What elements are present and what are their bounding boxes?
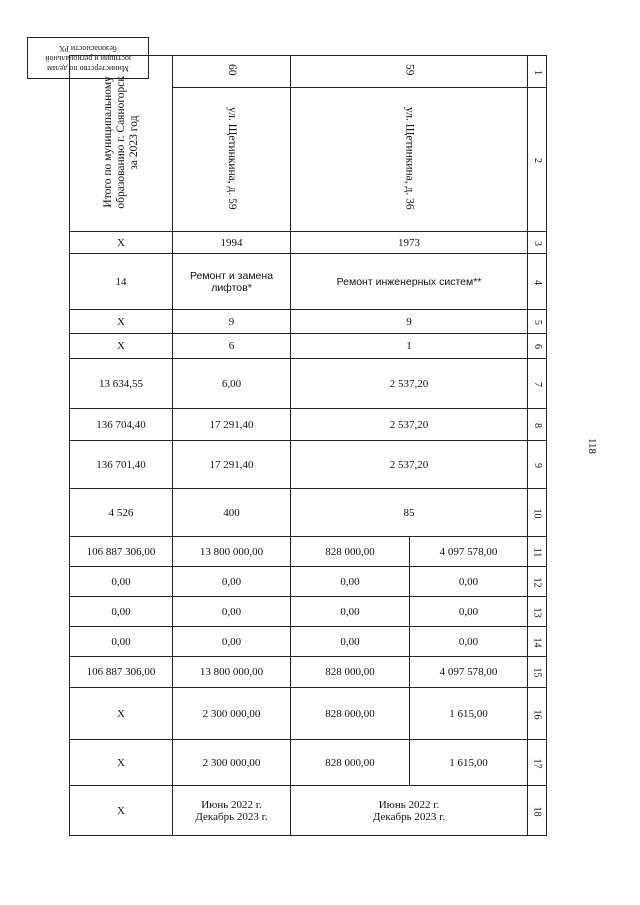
house-59-cell: 1994 — [173, 232, 291, 254]
house-36-cell-a: 0,00 — [291, 567, 410, 597]
report-table — [69, 55, 547, 836]
house-59-cell: 0,00 — [173, 567, 291, 597]
stamp-line-2: юстиции и региональной — [45, 54, 131, 63]
house-36-cell: 2 537,20 — [291, 441, 528, 489]
total-cell: X — [70, 786, 173, 836]
table-row — [70, 441, 547, 489]
header-col1-code: 60 — [173, 56, 291, 88]
row-number: 4 — [528, 254, 547, 310]
house-59-cell: 400 — [173, 489, 291, 537]
row-number: 16 — [528, 688, 547, 740]
total-cell: 136 701,40 — [70, 441, 173, 489]
table-row — [70, 567, 547, 597]
house-36-cell-a: 0,00 — [291, 597, 410, 627]
house-36-cell-b: 0,00 — [410, 567, 528, 597]
total-cell: 4 526 — [70, 489, 173, 537]
total-cell: 106 887 306,00 — [70, 537, 173, 567]
house-36-cell-a: 828 000,00 — [291, 537, 410, 567]
row-number: 5 — [528, 310, 547, 334]
total-cell: 13 634,55 — [70, 359, 173, 409]
house-36-cell: 85 — [291, 489, 528, 537]
total-cell: 14 — [70, 254, 173, 310]
total-cell: 0,00 — [70, 567, 173, 597]
house-36-cell-a: 828 000,00 — [291, 740, 410, 786]
house-59-cell: 17 291,40 — [173, 409, 291, 441]
row-number: 8 — [528, 409, 547, 441]
address-text-1: ул. Щетинкина, д. 59 — [226, 106, 238, 210]
header-row-1 — [70, 56, 547, 88]
row-number: 1 — [528, 56, 547, 88]
house-59-cell: 0,00 — [173, 627, 291, 657]
house-36-cell: 1973 — [291, 232, 528, 254]
house-36-cell-b: 4 097 578,00 — [410, 657, 528, 688]
row-number: 17 — [528, 740, 547, 786]
header-col2-code: 59 — [291, 56, 528, 88]
table-row — [70, 359, 547, 409]
address-cell-1 — [173, 88, 291, 232]
row-number: 2 — [528, 88, 547, 232]
house-59-cell: 6,00 — [173, 359, 291, 409]
house-36-cell: Ремонт инженерных систем** — [291, 254, 528, 310]
house-59-cell: 13 800 000,00 — [173, 657, 291, 688]
stamp-line-3: безопасности РХ — [59, 44, 117, 53]
total-cell: 136 704,40 — [70, 409, 173, 441]
house-59-cell: 0,00 — [173, 597, 291, 627]
table-row — [70, 657, 547, 688]
house-36-cell-b: 0,00 — [410, 597, 528, 627]
row-number: 7 — [528, 359, 547, 409]
house-36-cell-a: 828 000,00 — [291, 688, 410, 740]
table-row — [70, 334, 547, 359]
total-cell: X — [70, 740, 173, 786]
house-36-cell: Июнь 2022 г. Декабрь 2023 г. — [291, 786, 528, 836]
total-cell: X — [70, 310, 173, 334]
house-59-cell: 17 291,40 — [173, 441, 291, 489]
house-36-cell-a: 0,00 — [291, 627, 410, 657]
row-number: 15 — [528, 657, 547, 688]
row-number: 13 — [528, 597, 547, 627]
house-59-cell: 9 — [173, 310, 291, 334]
house-59-cell: 13 800 000,00 — [173, 537, 291, 567]
address-text-2: ул. Щетинкина, д. 36 — [403, 106, 416, 210]
house-59-cell: Июнь 2022 г. Декабрь 2023 г. — [173, 786, 291, 836]
stamp-line-1: Министерство по делам — [47, 64, 129, 73]
house-36-cell: 9 — [291, 310, 528, 334]
total-cell: X — [70, 232, 173, 254]
row-number: 10 — [528, 489, 547, 537]
row-number: 12 — [528, 567, 547, 597]
row-number: 9 — [528, 441, 547, 489]
house-36-cell-b: 1 615,00 — [410, 740, 528, 786]
table-row — [70, 489, 547, 537]
total-cell: 0,00 — [70, 627, 173, 657]
house-36-cell-b: 0,00 — [410, 627, 528, 657]
house-59-cell: 6 — [173, 334, 291, 359]
house-36-cell: 2 537,20 — [291, 409, 528, 441]
table-row — [70, 786, 547, 836]
row-number: 11 — [528, 537, 547, 567]
row-number: 14 — [528, 627, 547, 657]
address-cell-2 — [291, 88, 528, 232]
table-row — [70, 537, 547, 567]
table-row — [70, 597, 547, 627]
total-cell: X — [70, 688, 173, 740]
total-cell: X — [70, 334, 173, 359]
house-36-cell-a: 828 000,00 — [291, 657, 410, 688]
house-36-cell: 1 — [291, 334, 528, 359]
table-row — [70, 740, 547, 786]
row-number: 3 — [528, 232, 547, 254]
house-36-cell-b: 1 615,00 — [410, 688, 528, 740]
total-cell: 0,00 — [70, 597, 173, 627]
house-59-cell: Ремонт и замена лифтов* — [173, 254, 291, 310]
table-row — [70, 409, 547, 441]
total-header-cell — [70, 56, 173, 232]
house-59-cell: 2 300 000,00 — [173, 688, 291, 740]
row-number: 18 — [528, 786, 547, 836]
total-cell: 106 887 306,00 — [70, 657, 173, 688]
house-36-cell-b: 4 097 578,00 — [410, 537, 528, 567]
house-59-cell: 2 300 000,00 — [173, 740, 291, 786]
table-row — [70, 627, 547, 657]
page-number: 118 — [586, 437, 599, 455]
table-row — [70, 310, 547, 334]
house-36-cell: 2 537,20 — [291, 359, 528, 409]
table-row — [70, 254, 547, 310]
row-number: 6 — [528, 334, 547, 359]
table-row — [70, 688, 547, 740]
total-header-text: Итого по муниципальному образованию г. Саяногорск за 2023 год — [101, 75, 140, 209]
table-row — [70, 232, 547, 254]
